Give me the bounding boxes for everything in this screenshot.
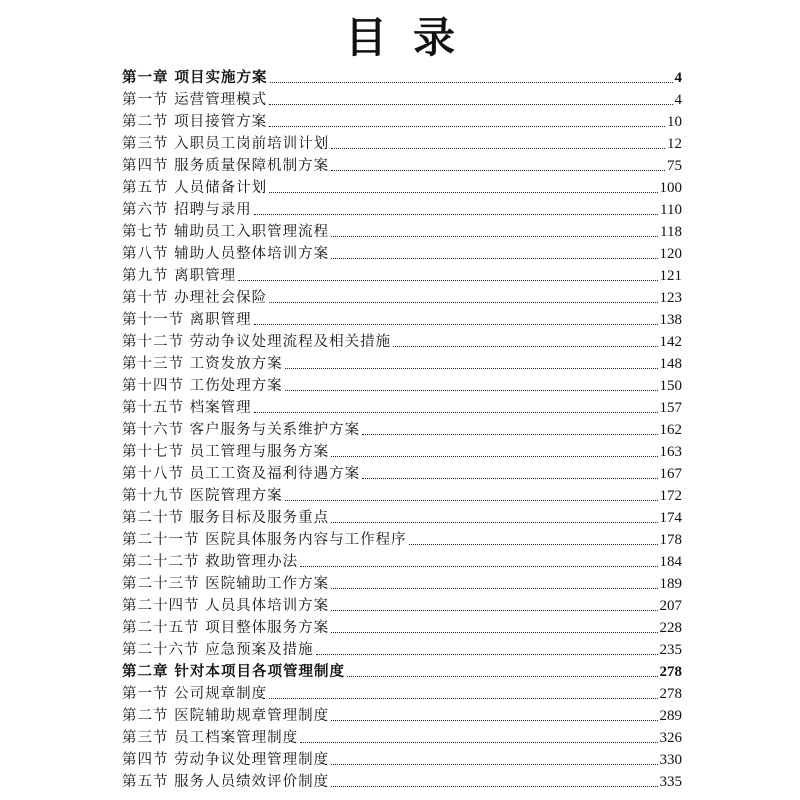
toc-entry-page-number: 228	[659, 620, 682, 636]
toc-entry-label: 第五节 人员储备计划	[122, 180, 268, 196]
toc-dot-leader	[393, 346, 657, 347]
toc-dot-leader	[285, 500, 658, 501]
toc-entry-label: 第二节 项目接管方案	[122, 114, 268, 130]
toc-entry-page-number: 150	[659, 378, 682, 394]
toc-entry-label: 第二十四节 人员具体培训方案	[122, 598, 330, 614]
toc-dot-leader	[238, 280, 657, 281]
toc-dot-leader	[331, 720, 657, 721]
toc-section-entry[interactable]	[122, 703, 682, 725]
toc-section-entry[interactable]	[122, 483, 682, 505]
toc-dot-leader	[300, 566, 657, 567]
toc-entry-page-number: 121	[659, 268, 682, 284]
toc-dot-leader	[331, 456, 657, 457]
toc-entry-page-number: 12	[667, 136, 682, 152]
toc-entry-label: 第十节 办理社会保险	[122, 290, 268, 306]
toc-entry-label: 第十六节 客户服务与关系维护方案	[122, 422, 361, 438]
toc-entry-label: 第二十二节 救助管理办法	[122, 554, 299, 570]
toc-entry-page-number: 138	[659, 312, 682, 328]
toc-dot-leader	[331, 610, 657, 611]
toc-dot-leader	[331, 258, 657, 259]
toc-entry-page-number: 75	[667, 158, 682, 174]
toc-section-entry[interactable]	[122, 197, 682, 219]
page-title: 目录	[344, 13, 481, 62]
toc-dot-leader	[331, 236, 658, 237]
toc-entry-page-number: 123	[659, 290, 682, 306]
toc-entry-page-number: 10	[667, 114, 682, 130]
toc-dot-leader	[300, 742, 657, 743]
toc-dot-leader	[269, 104, 672, 105]
toc-entry-page-number: 118	[660, 224, 682, 240]
toc-entry-label: 第一章 项目实施方案	[122, 69, 268, 86]
toc-entry-label: 第八节 辅助人员整体培训方案	[122, 246, 330, 262]
toc-section-entry[interactable]	[122, 395, 682, 417]
toc-section-entry[interactable]	[122, 461, 682, 483]
toc-entry-page-number: 172	[659, 488, 682, 504]
toc-section-entry[interactable]	[122, 681, 682, 703]
toc-entry-label: 第十五节 档案管理	[122, 400, 252, 416]
toc-entry-label: 第十七节 员工管理与服务方案	[122, 444, 330, 460]
toc-entry-label: 第二十六节 应急预案及措施	[122, 642, 314, 658]
toc-dot-leader	[269, 192, 657, 193]
toc-section-entry[interactable]	[122, 285, 682, 307]
toc-entry-page-number: 330	[659, 752, 682, 768]
toc-entry-label: 第十四节 工伤处理方案	[122, 378, 283, 394]
toc-section-entry[interactable]	[122, 637, 682, 659]
toc-section-entry[interactable]	[122, 417, 682, 439]
toc-entry-label: 第四节 劳动争议处理管理制度	[122, 752, 330, 768]
toc-entry-page-number: 235	[659, 642, 682, 658]
toc-entry-page-number: 110	[660, 202, 682, 218]
toc-dot-leader	[285, 390, 658, 391]
toc-section-entry[interactable]	[122, 307, 682, 329]
toc-section-entry[interactable]	[122, 527, 682, 549]
toc-entry-label: 第三节 员工档案管理制度	[122, 730, 299, 746]
toc-section-entry[interactable]	[122, 615, 682, 637]
table-of-contents	[122, 65, 682, 791]
toc-dot-leader	[254, 214, 658, 215]
toc-section-entry[interactable]	[122, 725, 682, 747]
toc-section-entry[interactable]	[122, 329, 682, 351]
toc-entry-page-number: 278	[659, 686, 682, 702]
toc-entry-label: 第二十三节 医院辅助工作方案	[122, 576, 330, 592]
toc-entry-page-number: 178	[659, 532, 682, 548]
toc-entry-label: 第二十一节 医院具体服务内容与工作程序	[122, 532, 407, 548]
toc-section-entry[interactable]	[122, 175, 682, 197]
toc-section-entry[interactable]	[122, 593, 682, 615]
toc-dot-leader	[362, 478, 657, 479]
toc-section-entry[interactable]	[122, 263, 682, 285]
toc-section-entry[interactable]	[122, 87, 682, 109]
toc-entry-page-number: 289	[659, 708, 682, 724]
toc-entry-page-number: 157	[659, 400, 682, 416]
toc-dot-leader	[269, 302, 657, 303]
toc-entry-label: 第五节 服务人员绩效评价制度	[122, 774, 330, 790]
toc-dot-leader	[269, 698, 657, 699]
toc-entry-label: 第二十五节 项目整体服务方案	[122, 620, 330, 636]
toc-entry-page-number: 189	[659, 576, 682, 592]
toc-entry-page-number: 142	[659, 334, 682, 350]
toc-entry-label: 第二章 针对本项目各项管理制度	[122, 663, 346, 680]
toc-dot-leader	[331, 588, 657, 589]
toc-dot-leader	[331, 786, 657, 787]
toc-entry-page-number: 162	[659, 422, 682, 438]
toc-dot-leader	[331, 764, 657, 765]
toc-dot-leader	[409, 544, 658, 545]
toc-entry-page-number: 184	[659, 554, 682, 570]
toc-entry-label: 第十二节 劳动争议处理流程及相关措施	[122, 334, 392, 350]
toc-entry-page-number: 163	[659, 444, 682, 460]
toc-dot-leader	[331, 170, 665, 171]
toc-section-entry[interactable]	[122, 241, 682, 263]
toc-entry-label: 第十一节 离职管理	[122, 312, 252, 328]
toc-dot-leader	[362, 434, 657, 435]
toc-section-entry[interactable]	[122, 549, 682, 571]
toc-entry-label: 第十三节 工资发放方案	[122, 356, 283, 372]
toc-entry-label: 第二节 医院辅助规章管理制度	[122, 708, 330, 724]
toc-entry-label: 第六节 招聘与录用	[122, 202, 252, 218]
toc-section-entry[interactable]	[122, 351, 682, 373]
toc-entry-page-number: 120	[659, 246, 682, 262]
toc-entry-label: 第一节 运营管理模式	[122, 92, 268, 108]
toc-entry-page-number: 174	[659, 510, 682, 526]
toc-entry-page-number: 148	[659, 356, 682, 372]
toc-dot-leader	[269, 126, 665, 127]
toc-entry-label: 第四节 服务质量保障机制方案	[122, 158, 330, 174]
toc-entry-label: 第二十节 服务目标及服务重点	[122, 510, 330, 526]
toc-entry-label: 第九节 离职管理	[122, 268, 237, 284]
toc-dot-leader	[316, 654, 658, 655]
toc-entry-label: 第七节 辅助员工入职管理流程	[122, 224, 330, 240]
toc-entry-label: 第三节 入职员工岗前培训计划	[122, 136, 330, 152]
toc-section-entry[interactable]	[122, 153, 682, 175]
toc-entry-page-number: 207	[659, 598, 682, 614]
toc-dot-leader	[254, 412, 658, 413]
toc-entry-page-number: 326	[659, 730, 682, 746]
toc-entry-page-number: 278	[659, 664, 682, 680]
toc-section-entry[interactable]	[122, 571, 682, 593]
toc-entry-page-number: 335	[659, 774, 682, 790]
toc-dot-leader	[331, 148, 665, 149]
toc-dot-leader	[254, 324, 658, 325]
toc-dot-leader	[285, 368, 658, 369]
toc-section-entry[interactable]	[122, 373, 682, 395]
toc-entry-page-number: 4	[674, 92, 682, 108]
toc-entry-label: 第一节 公司规章制度	[122, 686, 268, 702]
toc-section-entry[interactable]	[122, 109, 682, 131]
toc-section-entry[interactable]	[122, 747, 682, 769]
toc-entry-page-number: 167	[659, 466, 682, 482]
toc-section-entry[interactable]	[122, 505, 682, 527]
toc-dot-leader	[331, 522, 657, 523]
toc-dot-leader	[331, 632, 657, 633]
toc-entry-label: 第十九节 医院管理方案	[122, 488, 283, 504]
toc-chapter-entry[interactable]	[122, 65, 682, 87]
toc-section-entry[interactable]	[122, 131, 682, 153]
toc-dot-leader	[270, 82, 673, 83]
toc-entry-page-number: 4	[674, 70, 682, 86]
toc-section-entry[interactable]	[122, 219, 682, 241]
toc-dot-leader	[347, 676, 657, 677]
toc-section-entry[interactable]	[122, 769, 682, 791]
toc-entry-label: 第十八节 员工工资及福利待遇方案	[122, 466, 361, 482]
toc-entry-page-number: 100	[659, 180, 682, 196]
toc-chapter-entry[interactable]	[122, 659, 682, 681]
toc-section-entry[interactable]	[122, 439, 682, 461]
